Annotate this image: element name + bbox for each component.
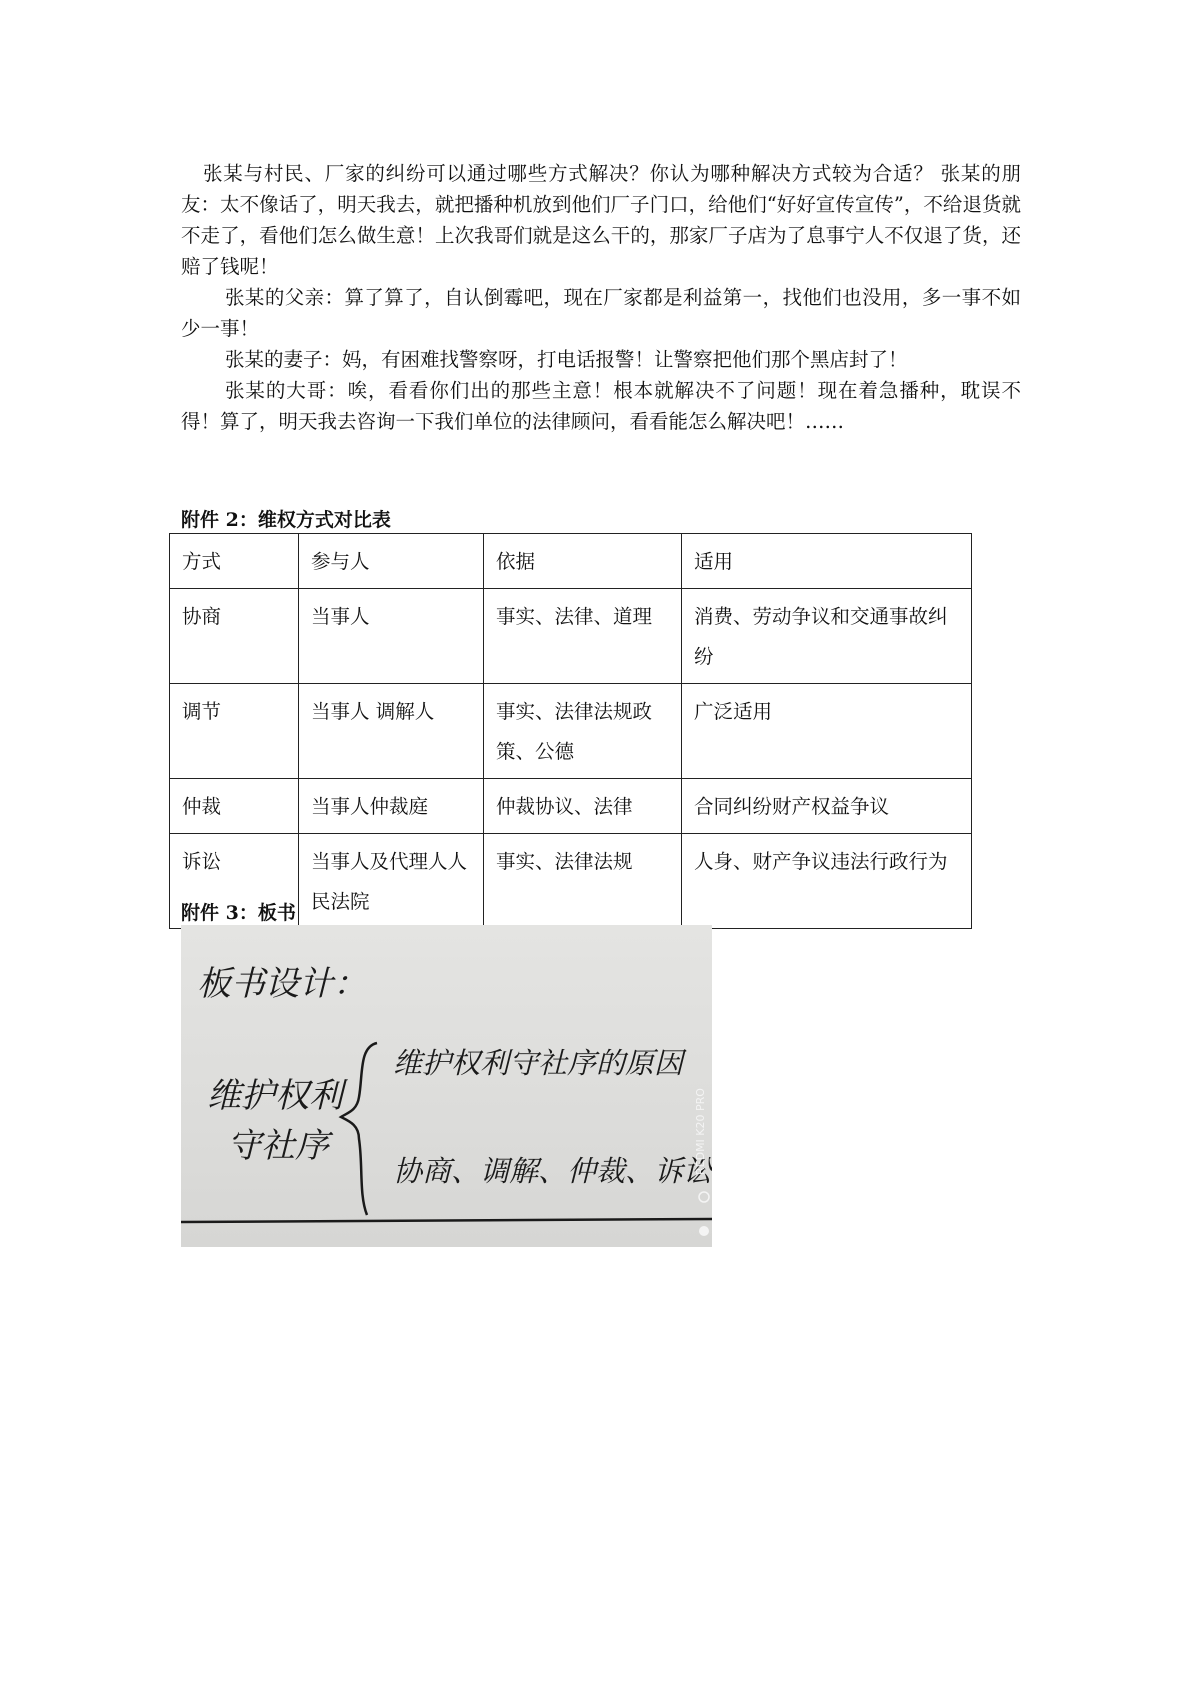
rights-comparison-table xyxy=(169,533,972,929)
table-header-row xyxy=(170,534,972,589)
watermark-dot-icon xyxy=(699,1226,709,1236)
board-topic-line2: 守社序 xyxy=(227,1126,329,1166)
table-cell: 当事人及代理人人民法院 xyxy=(299,834,484,929)
board-heading: 板书设计： xyxy=(197,964,367,1004)
attachment2-title: 附件 2：维权方式对比表 xyxy=(181,509,391,531)
story-paragraph-2: 张某的父亲：算了算了，自认倒霉吧，现在厂家都是利益第一，找他们也没用，多一事不如少一事！ xyxy=(181,286,1021,340)
attachment3-title: 附件 3：板书 xyxy=(181,902,296,924)
table-cell: 当事人 调解人 xyxy=(299,684,484,779)
table-row xyxy=(170,779,972,834)
board-baseline xyxy=(181,1219,712,1222)
table-cell: 诉讼 xyxy=(170,834,299,929)
board-brace xyxy=(341,1043,377,1215)
table-cell: 人身、财产争议违法行政行为 xyxy=(682,834,972,929)
table-cell: 广泛适用 xyxy=(682,684,972,779)
story-paragraph-4: 张某的大哥：唉，看看你们出的那些主意！根本就解决不了问题！现在着急播种，耽误不得！算了，明天我去咨询一下我们单位的法律顾问，看看能怎么解决吧！…… xyxy=(181,379,1021,433)
table-cell: 仲裁协议、法律 xyxy=(484,779,682,834)
story-paragraph-3: 张某的妻子：妈，有困难找警察呀，打电话报警！让警察把他们那个黑店封了！ xyxy=(225,348,908,371)
table-header-cell: 参与人 xyxy=(299,534,484,589)
table-cell: 当事人 xyxy=(299,589,484,684)
table-cell: 仲裁 xyxy=(170,779,299,834)
table-cell: 当事人仲裁庭 xyxy=(299,779,484,834)
table-cell: 调节 xyxy=(170,684,299,779)
table-row xyxy=(170,684,972,779)
story-paragraph-1: 张某与村民、厂家的纠纷可以通过哪些方式解决？你认为哪种解决方式较为合适？ 张某的朋友：太不像话了，明天我去，就把播种机放到他们厂子门口，给他们“好好宣传宣传”，不给退货就不走了，看他们怎么做生意！上次我哥们就是这么干的，那家厂子店为了息事宁人不仅退了货，还赔了钱呢！ xyxy=(181,162,1021,278)
table-cell: 消费、劳动争议和交通事故纠纷 xyxy=(682,589,972,684)
blackboard-handwriting xyxy=(181,925,712,1247)
table-cell: 事实、法律法规 xyxy=(484,834,682,929)
watermark-dot-icon xyxy=(699,1192,709,1202)
table-cell: 协商 xyxy=(170,589,299,684)
board-branch2: 协商、调解、仲裁、诉讼 xyxy=(393,1154,712,1188)
table-header-cell: 适用 xyxy=(682,534,972,589)
table-row xyxy=(170,589,972,684)
board-topic-line1: 维护权利 xyxy=(207,1076,343,1116)
table-cell: 合同纠纷财产权益争议 xyxy=(682,779,972,834)
table-cell: 事实、法律法规政策、公德 xyxy=(484,684,682,779)
board-branch1: 维护权利守社序的原因 xyxy=(393,1046,684,1080)
camera-watermark: REDMI K20 PRO xyxy=(694,1088,707,1175)
table-cell: 事实、法律、道理 xyxy=(484,589,682,684)
table-header-cell: 依据 xyxy=(484,534,682,589)
table-header-cell: 方式 xyxy=(170,534,299,589)
blackboard-photo xyxy=(181,925,712,1247)
